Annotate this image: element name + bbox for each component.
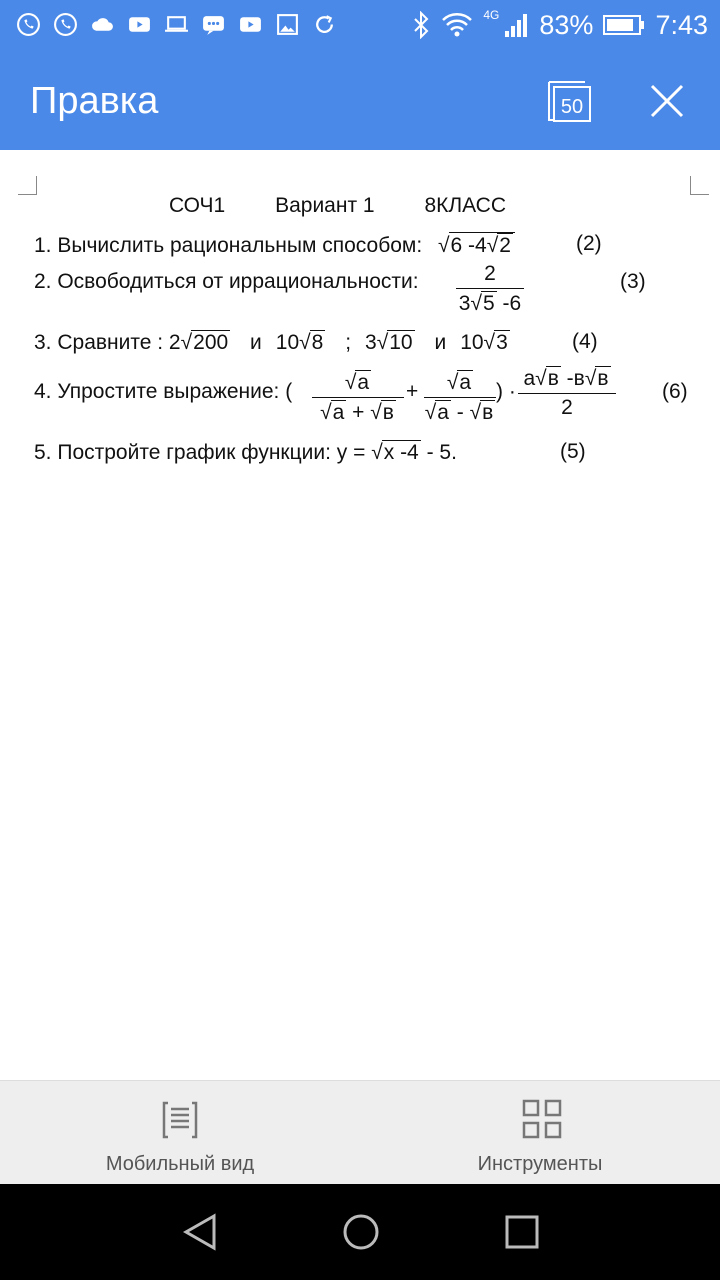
sync-icon — [312, 12, 337, 37]
bottom-toolbar — [0, 1080, 720, 1185]
mobile-view-button[interactable] — [0, 1081, 360, 1185]
app-bar — [0, 50, 720, 150]
page-corner-mark — [18, 176, 37, 195]
task-4-fraction-1 — [312, 370, 404, 425]
task-4 — [34, 380, 292, 404]
home-button[interactable] — [341, 1212, 381, 1252]
task-2-text: 2. Освободиться от иррациональности: — [34, 270, 419, 293]
task-4-f3-num-a: a — [523, 367, 536, 390]
task-3-and-1: и — [250, 331, 262, 354]
system-nav-bar — [0, 1184, 720, 1280]
task-2-den-radicand: 5 — [483, 292, 495, 315]
task-3-separator: ; — [345, 331, 352, 354]
status-bar — [0, 0, 720, 50]
task-5-points: (5) — [560, 440, 586, 463]
mobile-view-label: Мобильный вид — [105, 1153, 255, 1175]
task-3-and-2: и — [434, 331, 447, 354]
task-2-numerator: 2 — [456, 262, 524, 289]
tools-grid-icon — [522, 1099, 562, 1139]
tools-button[interactable] — [360, 1081, 720, 1185]
task-1-text: 1. Вычислить рациональным способом: — [34, 234, 423, 257]
task-3-radicand-2: 8 — [311, 331, 324, 354]
cloud-icon — [90, 12, 115, 37]
close-button[interactable] — [644, 78, 690, 124]
task-4-f3-num-r2: в — [597, 367, 609, 390]
task-3-radicand-4: 3 — [496, 331, 508, 354]
task-5-text: 5. Постройте график функции: y = — [34, 441, 372, 464]
task-2 — [34, 270, 419, 294]
doc-header — [0, 194, 675, 218]
bluetooth-icon — [411, 11, 431, 39]
image-icon — [275, 12, 300, 37]
youtube-icon — [127, 12, 152, 37]
task-4-f2-den-b: в — [482, 401, 494, 424]
battery-percent: 83% — [539, 9, 594, 40]
task-2-fraction — [456, 262, 524, 316]
clock: 7:43 — [655, 9, 708, 40]
page-corner-mark — [690, 176, 709, 195]
task-4-close-paren: ) · — [496, 380, 516, 403]
back-icon — [180, 1212, 220, 1252]
task-4-f1-den-op: + — [346, 401, 371, 424]
task-4-f1-den-b: в — [382, 401, 394, 424]
task-4-f1-den-a: a — [332, 401, 345, 424]
signal-icon — [503, 11, 529, 39]
task-3-coef-4: 10 — [460, 331, 484, 354]
task-1-expr: 6 -4 — [450, 234, 487, 257]
wifi-icon — [441, 12, 473, 38]
messenger-icon — [201, 12, 226, 37]
task-2-den-tail: -6 — [496, 292, 522, 315]
back-button[interactable] — [180, 1212, 220, 1252]
header-exam: СОЧ1 — [168, 194, 226, 217]
task-1-points: (2) — [576, 232, 602, 255]
whatsapp-icon — [16, 12, 41, 37]
network-type: 4G — [483, 8, 500, 22]
task-3-radicand-1: 200 — [193, 331, 229, 354]
recents-icon — [502, 1212, 542, 1252]
task-4-f2-den-a: a — [437, 401, 449, 424]
task-3-coef-2: 10 — [275, 331, 300, 354]
task-4-text: 4. Упростите выражение: ( — [34, 380, 293, 403]
laptop-icon — [164, 12, 189, 37]
pages-icon — [546, 78, 592, 124]
task-4-f2-num: a — [459, 371, 472, 394]
tools-label: Инструменты — [477, 1153, 603, 1175]
task-4-f3-num-mid: -в — [560, 367, 585, 390]
recents-button[interactable] — [502, 1212, 542, 1252]
close-icon — [644, 78, 690, 124]
document-page[interactable] — [0, 150, 720, 1080]
task-4-points: (6) — [662, 380, 688, 403]
task-3-text: 3. Сравните : 2 — [34, 331, 181, 354]
mobile-view-icon — [162, 1099, 198, 1139]
whatsapp-icon — [53, 12, 78, 37]
pages-button[interactable] — [546, 78, 592, 124]
task-5-tail: - 5. — [420, 441, 457, 464]
youtube-icon — [238, 12, 263, 37]
task-4-fraction-2 — [424, 370, 496, 425]
page-title: Правка — [30, 80, 159, 122]
header-variant: Вариант 1 — [275, 194, 375, 217]
home-icon — [341, 1212, 381, 1252]
task-1 — [34, 232, 515, 258]
task-5 — [34, 440, 457, 465]
task-4-f2-den-op: - — [450, 401, 470, 424]
task-4-plus: + — [406, 380, 419, 403]
task-2-points: (3) — [620, 270, 646, 293]
task-3 — [34, 330, 510, 355]
task-1-expr-inner: 2 — [499, 234, 511, 257]
task-4-fraction-3 — [518, 366, 616, 420]
task-4-f3-den: 2 — [561, 396, 573, 419]
task-4-f1-num: a — [357, 371, 370, 394]
page-count: 50 — [560, 96, 584, 118]
task-3-radicand-3: 10 — [389, 331, 413, 354]
header-class: 8КЛАСС — [424, 194, 507, 217]
task-4-f3-num-r1: в — [547, 367, 559, 390]
task-2-den-coef: 3 — [458, 292, 471, 315]
task-3-points: (4) — [572, 330, 598, 353]
notification-icons — [16, 12, 337, 37]
battery-icon — [603, 14, 645, 36]
task-5-radicand: x -4 — [383, 441, 419, 464]
task-3-coef-3: 3 — [365, 331, 377, 354]
